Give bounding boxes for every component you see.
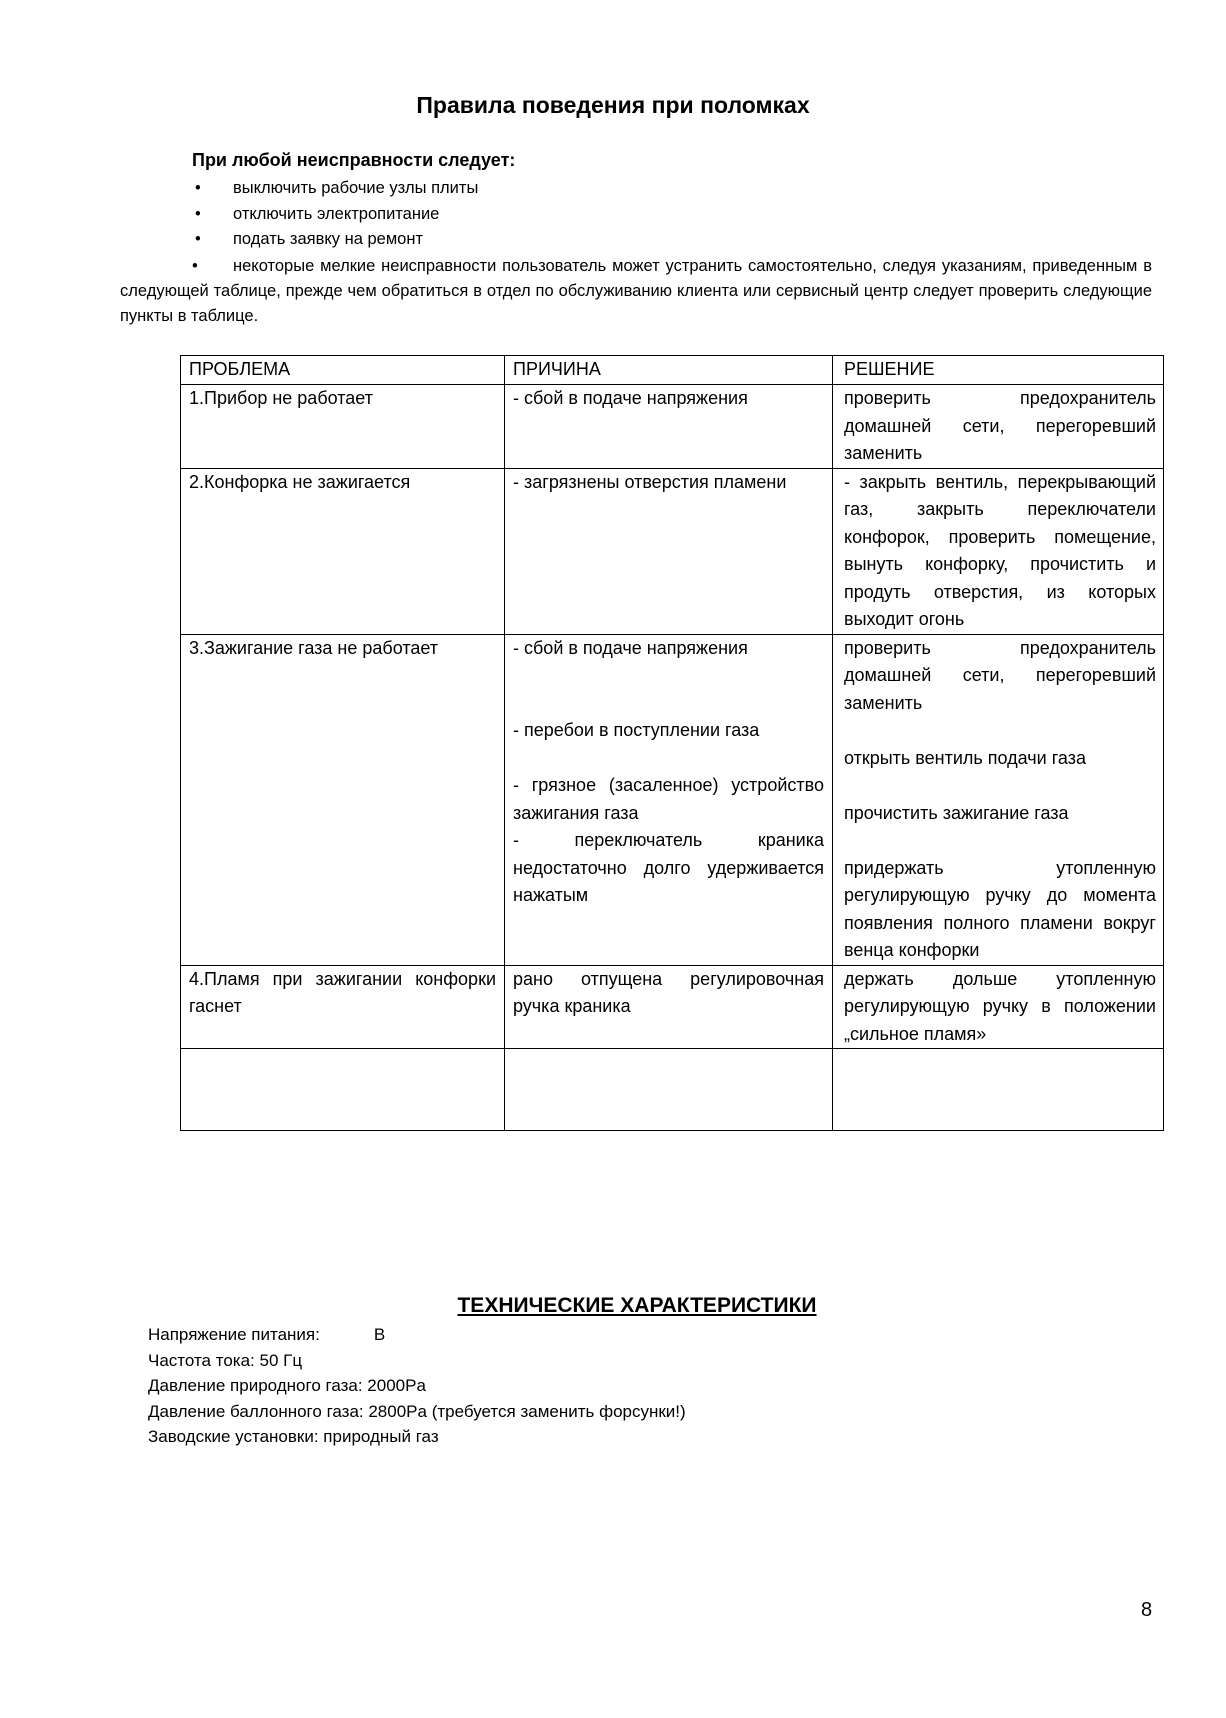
empty-cell <box>181 1049 505 1131</box>
table-row <box>181 385 1164 469</box>
spec-voltage-unit: В <box>373 1325 386 1344</box>
page-number: 8 <box>1141 1599 1153 1621</box>
empty-cell <box>505 1049 833 1131</box>
bullet-icon: • <box>195 230 201 248</box>
cause-cell: - загрязнены отверстия пламени <box>505 468 833 634</box>
intro-bullet-list <box>192 176 478 253</box>
cause-item: - сбой в подаче напряжения <box>513 637 748 658</box>
solution-cell: проверить предохранитель домашней сети, перегоревший заменить <box>833 385 1164 469</box>
solution-item: открыть вентиль подачи газа <box>844 747 1086 768</box>
spec-factory-setting: Заводские установки: природный газ <box>148 1427 439 1446</box>
header-problem: ПРОБЛЕМА <box>181 356 505 385</box>
empty-table-row <box>181 1049 1164 1131</box>
problem-cell: 1.Прибор не работает <box>181 385 505 469</box>
specs-list <box>148 1322 686 1450</box>
header-cause: ПРИЧИНА <box>505 356 833 385</box>
list-item: • выключить рабочие узлы плиты <box>192 176 478 202</box>
bullet-icon: • <box>192 257 198 275</box>
header-solution: РЕШЕНИЕ <box>833 356 1164 385</box>
solution-cell: - закрыть вентиль, перекрывающий газ, закрыть переключатели конфорок, проверить помещение, вынуть конфорку, прочистить и продуть отверстия, из которых выходит огонь <box>833 468 1164 634</box>
empty-cell <box>833 1049 1164 1131</box>
spec-voltage: Напряжение питания: В <box>148 1322 686 1348</box>
bullet-icon: • <box>195 204 201 223</box>
cause-item: - грязное (засаленное) устройство зажигания газа <box>513 775 824 823</box>
table-header-row <box>181 356 1164 385</box>
solution-item: прочистить зажигание газа <box>844 802 1069 823</box>
table-row <box>181 634 1164 965</box>
problem-cell: 4.Пламя при зажигании конфорки гаснет <box>181 965 505 1049</box>
cause-cell <box>505 634 833 965</box>
page-title: Правила поведения при поломках <box>416 92 810 118</box>
spec-natural-gas-pressure: Давление природного газа: 2000Pa <box>148 1376 426 1395</box>
solution-item: придержать утопленную регулирующую ручку до момента появления полного пламени вокруг венца конфорки <box>844 857 1156 960</box>
list-item: • отключить электропитание <box>192 202 478 228</box>
solution-item: проверить предохранитель домашней сети, перегоревший заменить <box>844 637 1156 713</box>
intro-paragraph: • некоторые мелкие неисправности пользователь может устранить самостоятельно, следуя указаниям, приведенным в следующей таблице, прежде чем обратиться в отдел по обслуживанию клиента или сервисный центр следует проверить следующие пункты в таблице. <box>120 254 1152 329</box>
list-item: • подать заявку на ремонт <box>192 227 478 253</box>
bullet-icon: • <box>195 179 201 197</box>
spec-frequency: Частота тока: 50 Гц <box>148 1350 303 1370</box>
cause-cell: рано отпущена регулировочная ручка краника <box>505 965 833 1049</box>
table-row <box>181 965 1164 1049</box>
cause-cell: - сбой в подаче напряжения <box>505 385 833 469</box>
solution-cell <box>833 634 1164 965</box>
specs-title: ТЕХНИЧЕСКИЕ ХАРАКТЕРИСТИКИ <box>457 1294 817 1317</box>
problem-cell: 2.Конфорка не зажигается <box>181 468 505 634</box>
intro-subtitle: При любой неисправности следует: <box>192 150 516 170</box>
spec-bottled-gas-pressure: Давление баллонного газа: 2800Pa (требуется заменить форсунки!) <box>148 1401 686 1421</box>
cause-item: - перебои в поступлении газа <box>513 720 760 740</box>
problem-cell: 3.Зажигание газа не работает <box>181 634 505 965</box>
troubleshooting-table <box>180 355 1164 1131</box>
cause-item: - переключатель краника недостаточно долго удерживается нажатым <box>513 830 824 905</box>
solution-cell: держать дольше утопленную регулирующую ручку в положении „сильное пламя» <box>833 965 1164 1049</box>
table-row <box>181 468 1164 634</box>
